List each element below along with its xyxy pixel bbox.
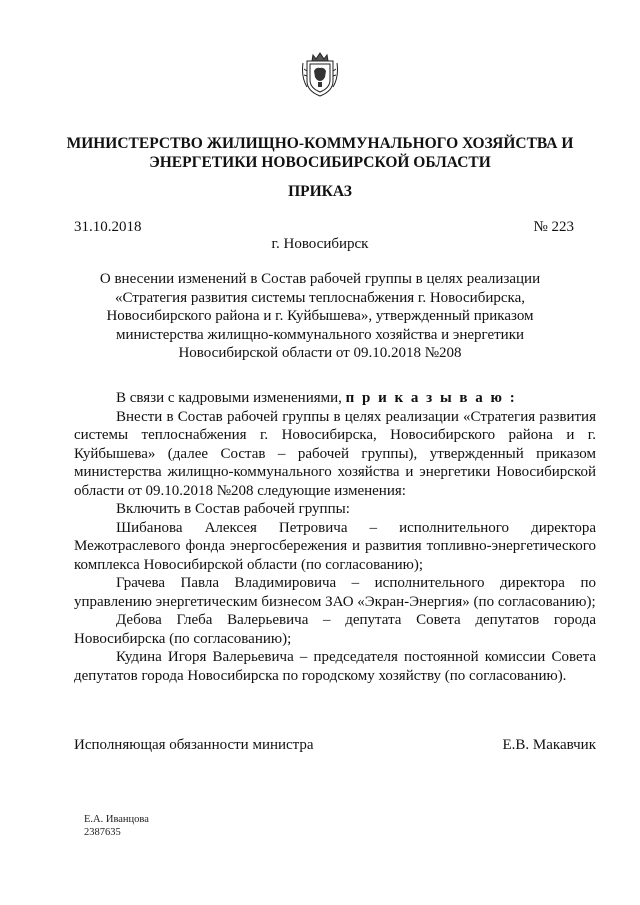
signatory-position: Исполняющая обязанности министра <box>74 737 314 753</box>
intro-text: В связи с кадровыми изменениями, <box>116 390 342 406</box>
order-number: № 223 <box>533 219 574 235</box>
executor-block <box>84 813 149 839</box>
order-word: п р и к а з ы в а ю : <box>345 390 517 406</box>
ministry-name: МИНИСТЕРСТВО ЖИЛИЩНО-КОММУНАЛЬНОГО ХОЗЯЙСТВА И ЭНЕРГЕТИКИ НОВОСИБИРСКОЙ ОБЛАСТИ <box>66 135 574 171</box>
executor-phone: 2387635 <box>84 827 121 838</box>
paragraph-1: Внести в Состав рабочей группы в целях реализации «Стратегия развития системы теплоснабжения г. Новосибирска, Новосибирского района и г. Куйбышева» (далее Состав – рабочей группы), утвержденный приказом министерства жилищно-коммунального хозяйства и энергетики Новосибирской области от 09.10.2018 №208 следующие изменения: <box>74 408 596 499</box>
order-date: 31.10.2018 <box>74 219 142 235</box>
paragraph-5: Дебова Глеба Валерьевича – депутата Совета депутатов города Новосибирска (по согласованию); <box>74 612 596 647</box>
paragraph-2: Включить в Состав рабочей группы: <box>116 501 350 517</box>
signatory-name: Е.В. Макавчик <box>502 737 596 753</box>
paragraph-6: Кудина Игоря Валерьевича – председателя постоянной комиссии Совета депутатов города Новосибирска по городскому хозяйству (по согласованию). <box>74 649 596 684</box>
order-subject: О внесении изменений в Состав рабочей группы в целях реализации «Стратегия развития системы теплоснабжения г. Новосибирска, Новосибирского района и г. Куйбышева», утвержденный приказом министерства жилищно-коммунального хозяйства и энергетики Новосибирской области от 09.10.2018 №208 <box>99 271 541 361</box>
intro-paragraph <box>74 389 596 408</box>
paragraph-3: Шибанова Алексея Петровича – исполнительного директора Межотраслевого фонда энергосбережения и развития топливно-энергетического комплекса Новосибирской области (по согласованию); <box>74 519 596 573</box>
document-type-title: ПРИКАЗ <box>288 183 352 200</box>
order-body <box>74 389 596 685</box>
coat-of-arms-icon <box>301 47 339 99</box>
city-name: г. Новосибирск <box>271 236 369 252</box>
executor-name: Е.А. Иванцова <box>84 814 149 825</box>
paragraph-4: Грачева Павла Владимировича – исполнительного директора по управлению энергетическим бизнесом ЗАО «Экран-Энергия» (по согласованию); <box>74 575 596 610</box>
